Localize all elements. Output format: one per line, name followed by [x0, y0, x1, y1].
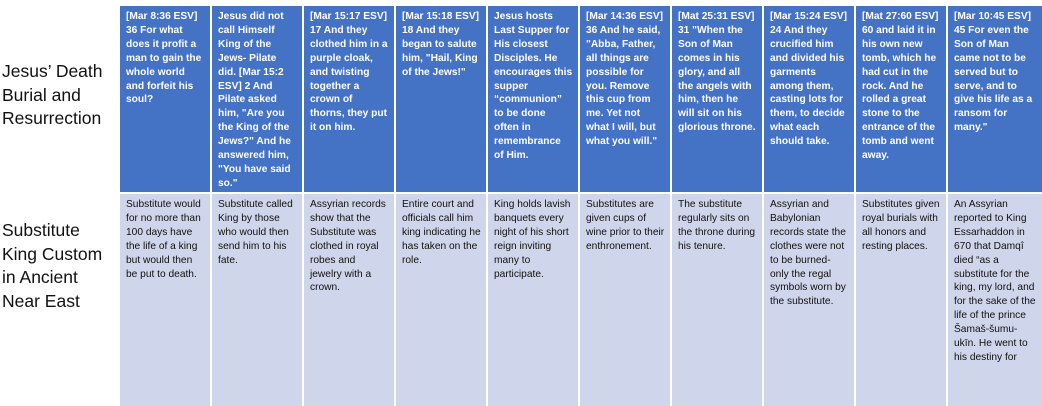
row-label-jesus-death: Jesus’ Death Burial and Resurrection [2, 61, 103, 128]
scripture-cell-8: [Mar 15:24 ESV] 24 And they crucified him and divided his garments among them, casting lots for them, to decide what each should take. [764, 6, 854, 192]
custom-cell-5: King holds lavish banquets every night of his short reign inviting many to participate. [488, 194, 578, 406]
custom-cell-10: An Assyrian reported to King Essarhaddon in 670 that Damqî died “as a substitute for the king, my lord, and for the sake of the life of the prince Šamaš-šumu-ukīn. He went to his destiny for [948, 194, 1042, 406]
scripture-cell-10: [Mar 10:45 ESV] 45 For even the Son of Man came not to be served but to serve, and to give his life as a ransom for many." [948, 6, 1042, 192]
row-label-substitute-king: Substitute King Custom in Ancient Near East [2, 220, 103, 311]
custom-cell-4: Entire court and officials call him king indicating he has taken on the role. [396, 194, 486, 406]
custom-cell-6: Substitutes are given cups of wine prior to their enthronement. [580, 194, 670, 406]
scripture-cell-3: [Mar 15:17 ESV] 17 And they clothed him in a purple cloak, and twisting together a crown of thorns, they put it on him. [304, 6, 394, 192]
scripture-cell-9: [Mat 27:60 ESV] 60 and laid it in his own new tomb, which he had cut in the rock. And he rolled a great stone to the entrance of the tomb and went away. [856, 6, 946, 192]
scripture-cell-1: [Mar 8:36 ESV] 36 For what does it profit a man to gain the whole world and forfeit his soul? [120, 6, 210, 192]
custom-cell-3: Assyrian records show that the Substitute was clothed in royal robes and jewelry with a crown. [304, 194, 394, 406]
scripture-cell-5: Jesus hosts Last Supper for His closest Disciples. He encourages this supper “communion” to be done often in remembrance of Him. [488, 6, 578, 192]
scripture-cell-2: Jesus did not call Himself King of the Jews- Pilate did. [Mar 15:2 ESV] 2 And Pilate asked him, "Are you the King of the Jews?" And he answered him, "You have said so." [212, 6, 302, 192]
custom-cell-8: Assyrian and Babylonian records state the clothes were not to be burned- only the regal symbols worn by the substitute. [764, 194, 854, 406]
custom-cell-9: Substitutes given royal burials with all honors and resting places. [856, 194, 946, 406]
custom-cell-2: Substitute called King by those who would then send him to his fate. [212, 194, 302, 406]
custom-cell-1: Substitute would for no more than 100 days have the life of a king but would then be put to death. [120, 194, 210, 406]
scripture-cell-6: [Mar 14:36 ESV] 36 And he said, "Abba, Father, all things are possible for you. Remove this cup from me. Yet not what I will, but what you will." [580, 6, 670, 192]
scripture-cell-7: [Mat 25:31 ESV] 31 "When the Son of Man comes in his glory, and all the angels with him, then he will sit on his glorious throne. [672, 6, 762, 192]
scripture-cell-4: [Mar 15:18 ESV] 18 And they began to salute him, "Hail, King of the Jews!" [396, 6, 486, 192]
custom-cell-7: The substitute regularly sits on the throne during his tenure. [672, 194, 762, 406]
comparison-table [120, 6, 1036, 404]
